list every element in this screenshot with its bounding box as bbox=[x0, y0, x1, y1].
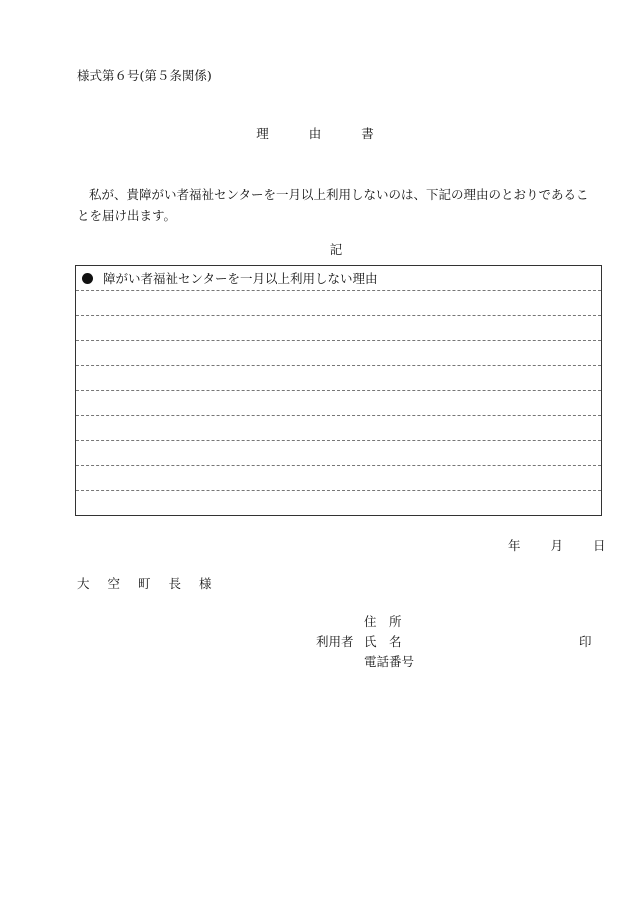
reason-line-8[interactable] bbox=[76, 465, 601, 466]
addressee-char-1: 大 bbox=[77, 576, 90, 591]
phone-label: 電話番号 bbox=[364, 654, 415, 669]
title-char-3: 書 bbox=[361, 126, 374, 141]
bullet-icon bbox=[82, 273, 93, 284]
ki-label: 記 bbox=[329, 242, 343, 257]
addressee-char-4: 長 bbox=[168, 576, 182, 591]
reason-line-1[interactable] bbox=[76, 290, 601, 291]
reason-line-6[interactable] bbox=[76, 415, 601, 416]
reason-line-7[interactable] bbox=[76, 440, 601, 441]
reason-heading-text: 障がい者福祉センターを一月以上利用しない理由 bbox=[103, 271, 378, 286]
form-number-label: 様式第６号(第５条関係) bbox=[77, 68, 212, 83]
date-month: 月 bbox=[550, 538, 564, 553]
addressee-char-3: 町 bbox=[138, 576, 151, 591]
reason-line-9[interactable] bbox=[76, 490, 601, 491]
seal-label: 印 bbox=[579, 634, 592, 649]
name-label: 氏 名 bbox=[364, 634, 402, 649]
document-title bbox=[0, 128, 630, 141]
addressee-char-2: 空 bbox=[107, 576, 121, 591]
date-year: 年 bbox=[508, 538, 521, 553]
address-label: 住 所 bbox=[364, 614, 402, 629]
reason-line-4[interactable] bbox=[76, 365, 601, 366]
reason-heading bbox=[82, 269, 378, 287]
addressee-char-5: 様 bbox=[199, 576, 212, 591]
title-char-1: 理 bbox=[256, 126, 269, 141]
declaration-text: 私が、貴障がい者福祉センターを一月以上利用しないのは、下記の理由のとおりであることを届け出ます。 bbox=[77, 187, 589, 223]
addressee bbox=[77, 578, 226, 591]
reason-line-2[interactable] bbox=[76, 315, 601, 316]
date-field bbox=[508, 540, 606, 553]
title-char-2: 由 bbox=[308, 126, 322, 141]
reason-line-3[interactable] bbox=[76, 340, 601, 341]
reason-line-5[interactable] bbox=[76, 390, 601, 391]
date-day: 日 bbox=[593, 538, 606, 553]
user-label: 利用者 bbox=[316, 634, 354, 649]
reason-box bbox=[75, 265, 602, 516]
